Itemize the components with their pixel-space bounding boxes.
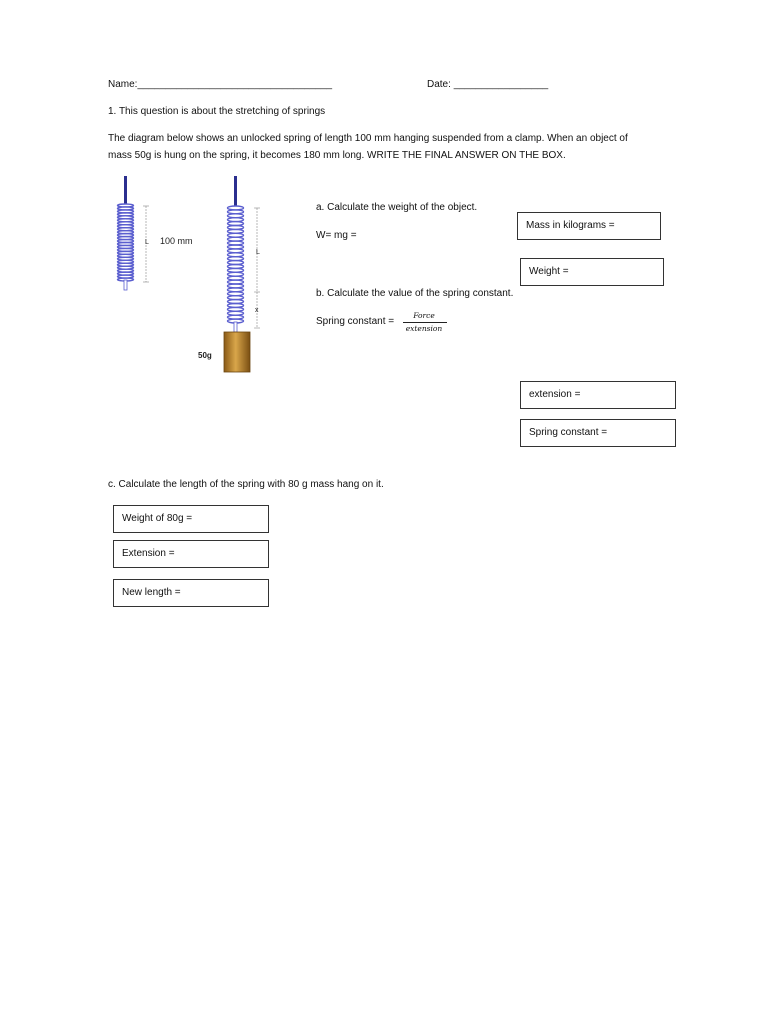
formula-numerator: Force [413, 311, 435, 320]
date-blank[interactable]: _________________ [453, 79, 549, 90]
weight-of-80g-label: Weight of 80g = [122, 513, 193, 524]
spring-1-end [124, 280, 127, 290]
part-c-prompt: c. Calculate the length of the spring with 80 g mass hang on it. [108, 479, 384, 490]
name-label: Name:___________________________________ [108, 79, 333, 90]
spring-constant-label: Spring constant = [529, 427, 608, 438]
spring-1 [118, 204, 134, 281]
date-label: Date: _________________ [427, 79, 549, 90]
spring-1-L-label: L [145, 239, 149, 246]
part-a-prompt: a. Calculate the weight of the object. [316, 202, 478, 213]
intro-line-2: mass 50g is hung on the spring, it becomes 180 mm long. WRITE THE FINAL ANSWER ON THE BOX. [108, 150, 566, 161]
spring-2-end [234, 322, 237, 332]
length-100mm-label: 100 mm [160, 236, 193, 246]
mass-50g-label: 50g [198, 351, 212, 360]
intro-line-1: The diagram below shows an unlocked spring of length 100 mm hanging suspended from a clamp. When an object of [108, 133, 628, 144]
mass-in-kilograms-label: Mass in kilograms = [526, 220, 615, 231]
part-a-formula: W= mg = [316, 230, 357, 241]
weight-of-80g-box[interactable] [113, 505, 269, 533]
mass-block [224, 332, 250, 372]
weight-box[interactable] [520, 258, 664, 286]
part-b-prompt: b. Calculate the value of the spring constant. [316, 288, 514, 299]
extension-label: extension = [529, 389, 581, 400]
new-length-box[interactable] [113, 579, 269, 607]
spring-constant-formula-prefix: Spring constant = [316, 316, 395, 327]
mass-in-kilograms-box[interactable] [517, 212, 661, 240]
question-title: 1. This question is about the stretching of springs [108, 106, 326, 117]
clamp-rod-2 [234, 176, 237, 206]
name-blank[interactable]: ___________________________________ [137, 79, 333, 90]
spring-constant-box[interactable] [520, 419, 676, 447]
spring-2-L-label: L [256, 249, 260, 256]
extension-80g-box[interactable] [113, 540, 269, 568]
extension-box[interactable] [520, 381, 676, 409]
spring-2 [228, 206, 244, 323]
formula-denominator: extension [405, 324, 443, 333]
formula-fraction-bar [403, 322, 447, 323]
clamp-rod-1 [124, 176, 127, 204]
new-length-label: New length = [122, 587, 181, 598]
extension-80g-label: Extension = [122, 548, 175, 559]
spring-diagram [100, 170, 280, 380]
weight-label: Weight = [529, 266, 569, 277]
extension-x-label: x [255, 307, 259, 314]
